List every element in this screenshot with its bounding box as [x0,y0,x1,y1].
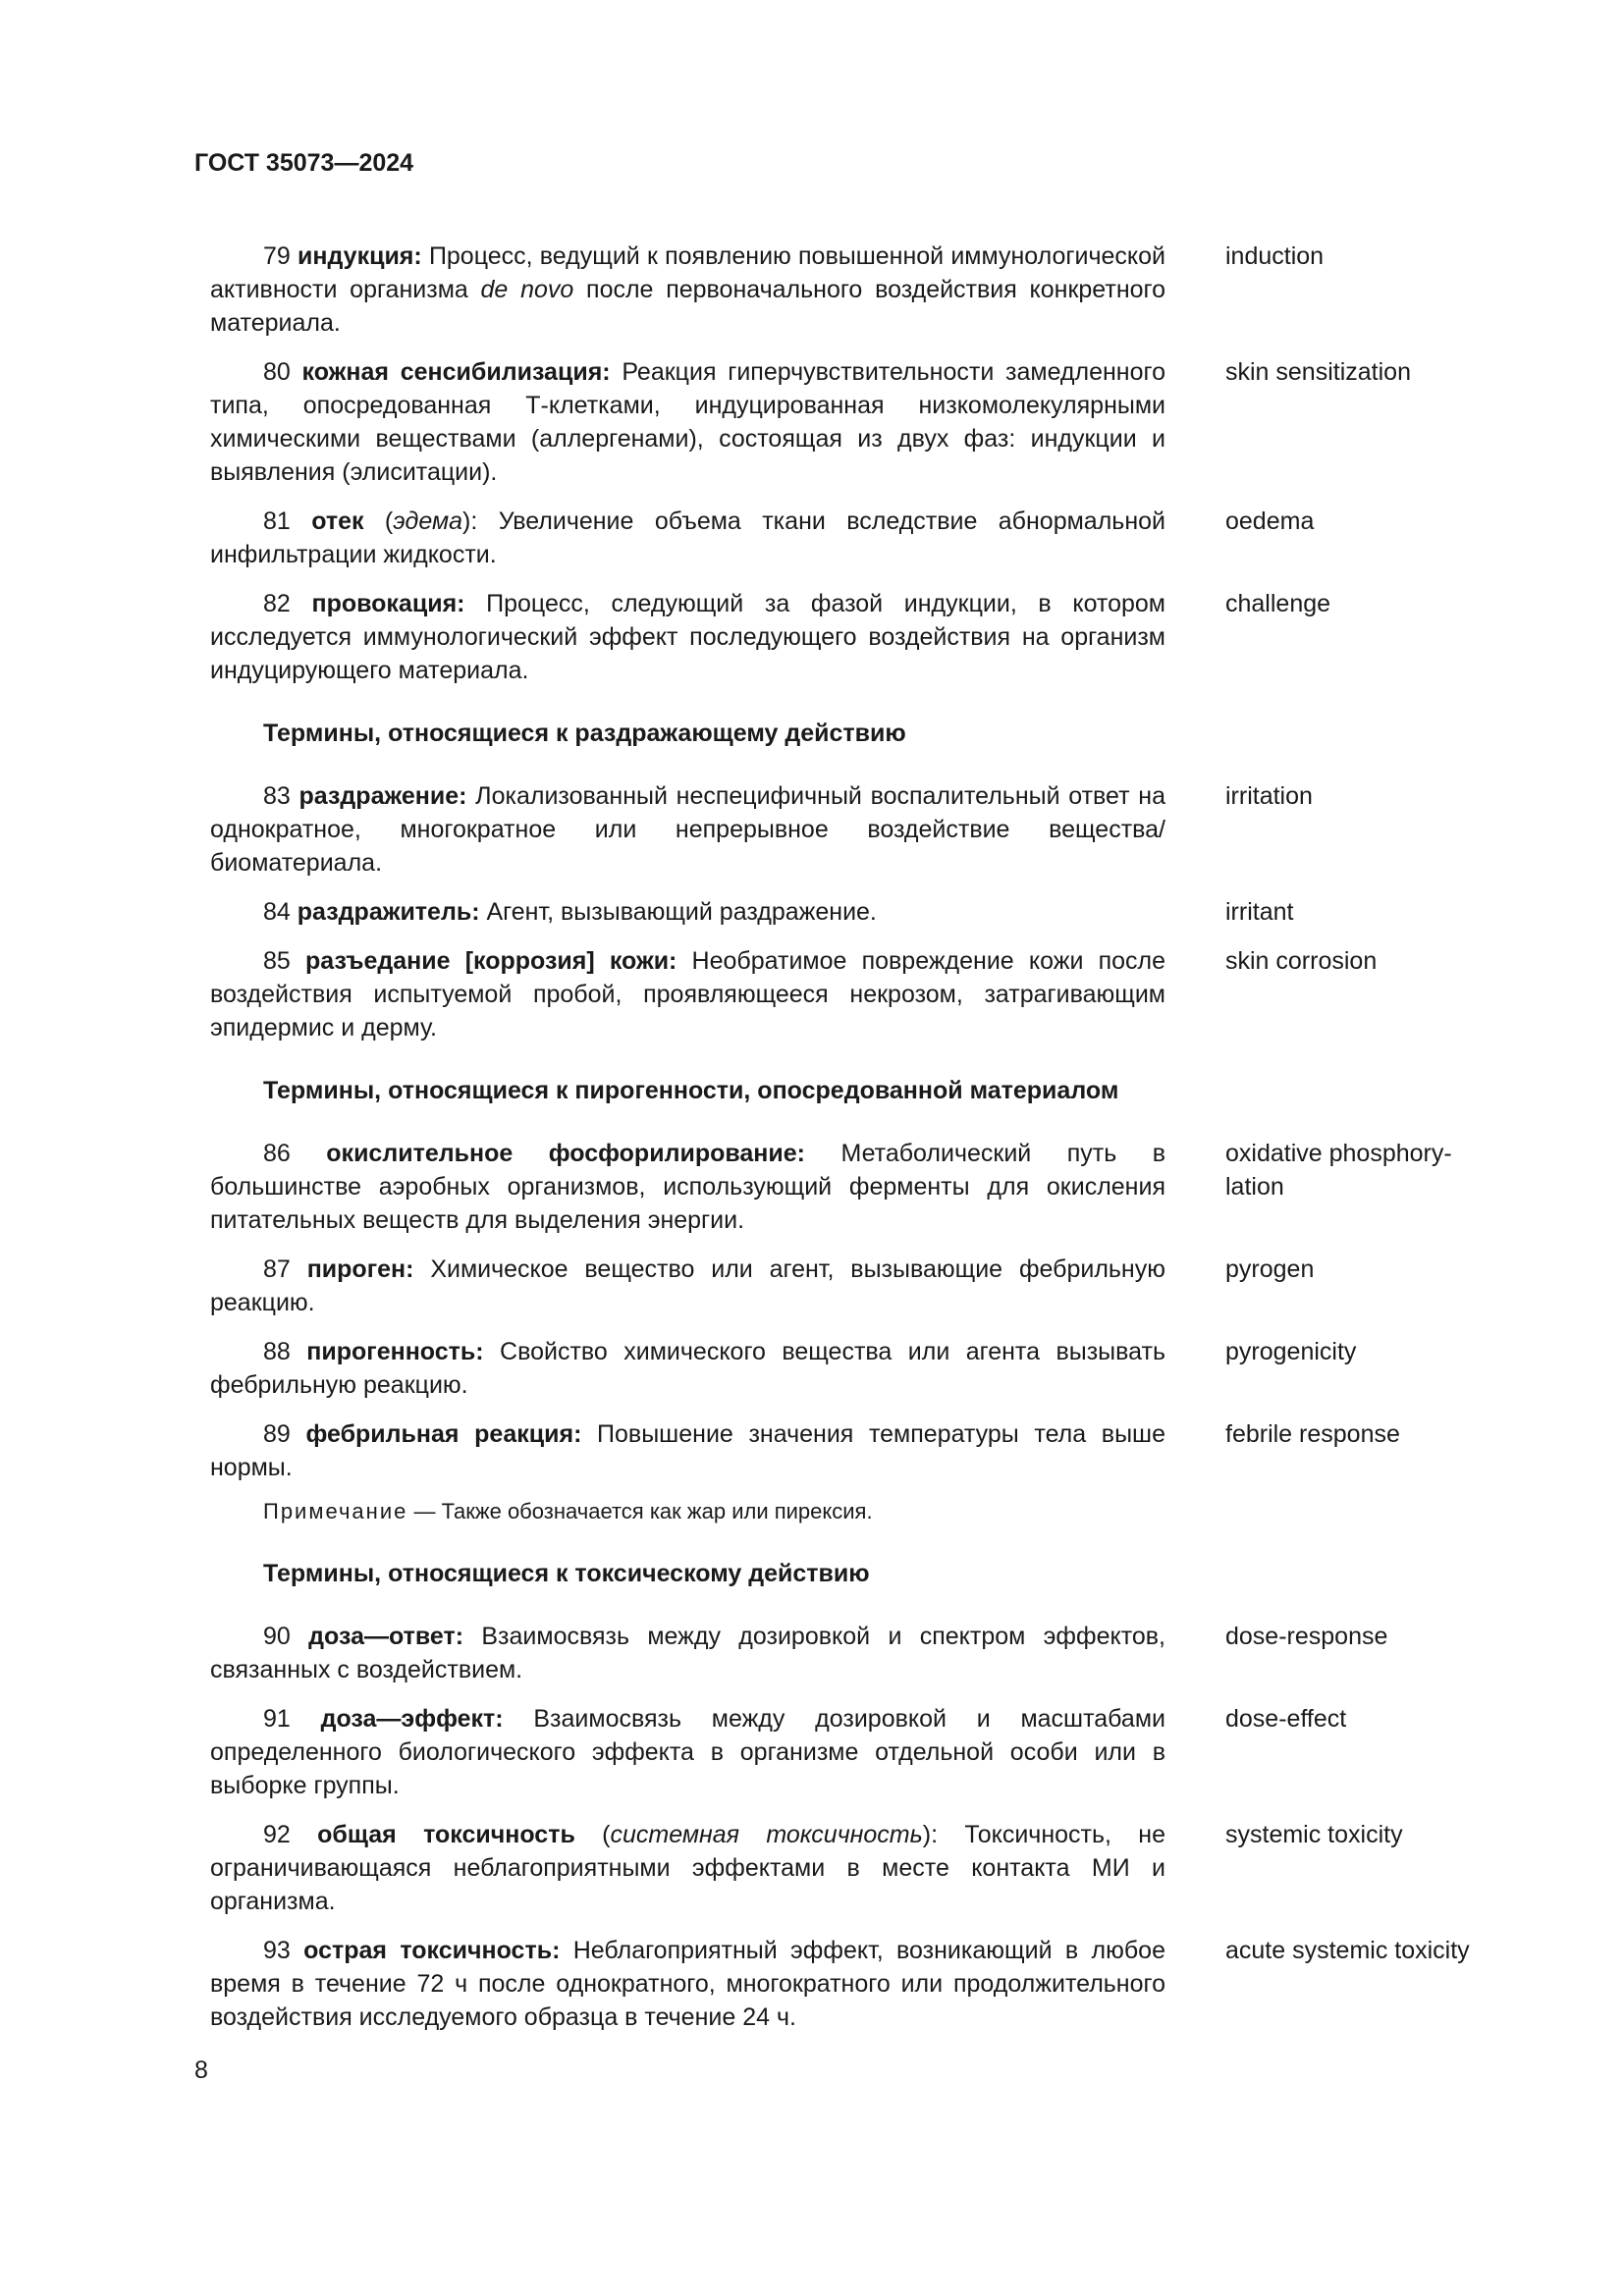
term-definition [210,1702,1165,1802]
term-english: challenge [1225,590,1331,617]
term-definition [210,1137,1165,1237]
term-text: Химическое вещество или агент, вызывающие фебрильную реакцию. [210,1255,1165,1316]
document-header: ГОСТ 35073—2024 [194,149,414,177]
term-name: доза—эффект: [320,1705,504,1733]
note [210,1496,1487,1527]
term-entry [210,1335,1487,1402]
term-entry [210,1702,1487,1802]
term-number: 91 [263,1705,321,1733]
term-definition [210,895,1165,929]
term-entry [210,1417,1487,1484]
term-text: Процесс, ведущий к появлению повышенной иммунологической активности организма de novo после первоначального воздействия конкретного материала. [210,242,1166,337]
term-entry [210,944,1487,1044]
term-definition [210,1934,1165,2034]
term-text: Необратимое повреждение кожи после воздействия испытуемой пробой, проявляющееся некрозом, затрагивающим эпидермис и дерму. [210,947,1165,1041]
term-number: 85 [263,947,305,975]
section-heading: Термины, относящиеся к токсическому действию [263,1560,870,1587]
term-english: dose-effect [1225,1705,1347,1733]
term-number: 84 [263,898,298,926]
term-text: Процесс, следующий за фазой индукции, в котором исследуется иммунологический эффект последующего воздействия на организм индуцирующего материала. [210,590,1165,684]
term-text: Повышение значения температуры тела выше нормы. [210,1420,1165,1481]
term-name: раздражитель: [297,898,480,926]
term-english: irritation [1225,782,1313,810]
section-heading: Термины, относящиеся к пирогенности, опосредованной материалом [263,1077,1119,1104]
term-text: (эдема): Увеличение объема ткани вследствие абнормальной инфильтрации жидкости. [210,507,1165,568]
term-definition [210,1335,1165,1402]
term-english: induction [1225,242,1325,270]
term-name: окислительное фосфорилирование: [326,1140,806,1167]
term-entry [210,1253,1487,1319]
term-name: индукция: [298,242,422,270]
term-english: skin sensitization [1225,358,1411,386]
page-number: 8 [194,2056,208,2084]
term-entry [210,355,1487,489]
term-number: 88 [263,1338,307,1365]
term-number: 80 [263,358,302,386]
term-number: 87 [263,1255,307,1283]
term-text: Свойство химического вещества или агента вызывать фебрильную реакцию. [210,1338,1165,1399]
term-number: 93 [263,1937,304,1964]
note-text: — Также обозначается как жар или пирексия. [407,1499,873,1523]
term-entry [210,1818,1487,1918]
term-entry [210,587,1487,687]
terms-list [210,240,1487,2050]
term-number: 90 [263,1623,309,1650]
term-name: разъедание [коррозия] кожи: [304,947,677,975]
term-text: (системная токсичность): Токсичность, не ограничивающаяся неблагоприятными эффектами в месте контакта МИ и организма. [210,1821,1165,1915]
term-english: pyrogenicity [1225,1338,1357,1365]
term-text: Метаболический путь в большинстве аэробных организмов, использующий ферменты для окисления питательных веществ для выделения энергии. [210,1140,1165,1234]
term-english: dose-response [1225,1623,1388,1650]
term-name: отек [311,507,364,535]
term-english: febrile response [1225,1420,1400,1448]
term-name: провокация: [311,590,465,617]
term-definition [210,1253,1165,1319]
term-name: доза—ответ: [308,1623,464,1650]
term-english: irritant [1225,898,1294,926]
term-number: 86 [263,1140,327,1167]
term-entry [210,240,1487,340]
term-english: skin corrosion [1225,947,1378,975]
term-name: фебрильная реакция: [305,1420,582,1448]
term-entry [210,1934,1487,2034]
term-text: Взаимосвязь между дозировкой и масштабами определенного биологического эффекта в организме отдельной особи или в выборке группы. [210,1705,1165,1799]
term-definition [210,779,1165,880]
term-definition [210,587,1165,687]
term-entry [210,779,1487,880]
term-number: 82 [263,590,312,617]
term-number: 89 [263,1420,306,1448]
term-text: Локализованный неспецифичный воспалительный ответ на однократное, многократное или непрерывное воздействие вещества/биоматериала. [210,782,1165,877]
term-entry [210,895,1487,929]
term-english: oedema [1225,507,1315,535]
term-number: 92 [263,1821,318,1848]
note-label: Примечание [263,1499,408,1523]
term-entry [210,505,1487,571]
term-entry [210,1620,1487,1686]
term-definition [210,1620,1165,1686]
term-name: общая токсичность [317,1821,575,1848]
term-name: острая токсичность: [303,1937,561,1964]
term-definition [210,944,1165,1044]
term-english: pyrogen [1225,1255,1315,1283]
term-definition [210,240,1165,340]
term-definition [210,355,1165,489]
term-text: Реакция гиперчувствительности замедленного типа, опосредованная Т-клетками, индуцированная низкомолекулярными химическими веществами (аллергенами), состоящая из двух фаз: индукции и выявления (элиситации). [210,358,1165,486]
term-number: 79 [263,242,298,270]
term-english: oxidative phosphory-lation [1225,1140,1452,1201]
term-number: 83 [263,782,299,810]
term-english: systemic toxicity [1225,1821,1403,1848]
term-definition [210,1417,1165,1484]
term-definition [210,1818,1165,1918]
term-english: acute systemic toxicity [1225,1937,1470,1964]
term-name: раздражение: [298,782,467,810]
term-name: пироген: [306,1255,414,1283]
term-entry [210,1137,1487,1237]
term-text: Агент, вызывающий раздражение. [479,898,877,926]
section-heading: Термины, относящиеся к раздражающему действию [263,720,906,747]
term-name: кожная сенсибилизация: [301,358,611,386]
term-name: пирогенность: [306,1338,484,1365]
term-number: 81 [263,507,312,535]
term-text: Неблагоприятный эффект, возникающий в любое время в течение 72 ч после однократного, многократного или продолжительного воздействия исследуемого образца в течение 24 ч. [210,1937,1165,2031]
term-text: Взаимосвязь между дозировкой и спектром эффектов, связанных с воздействием. [210,1623,1165,1683]
term-definition [210,505,1165,571]
